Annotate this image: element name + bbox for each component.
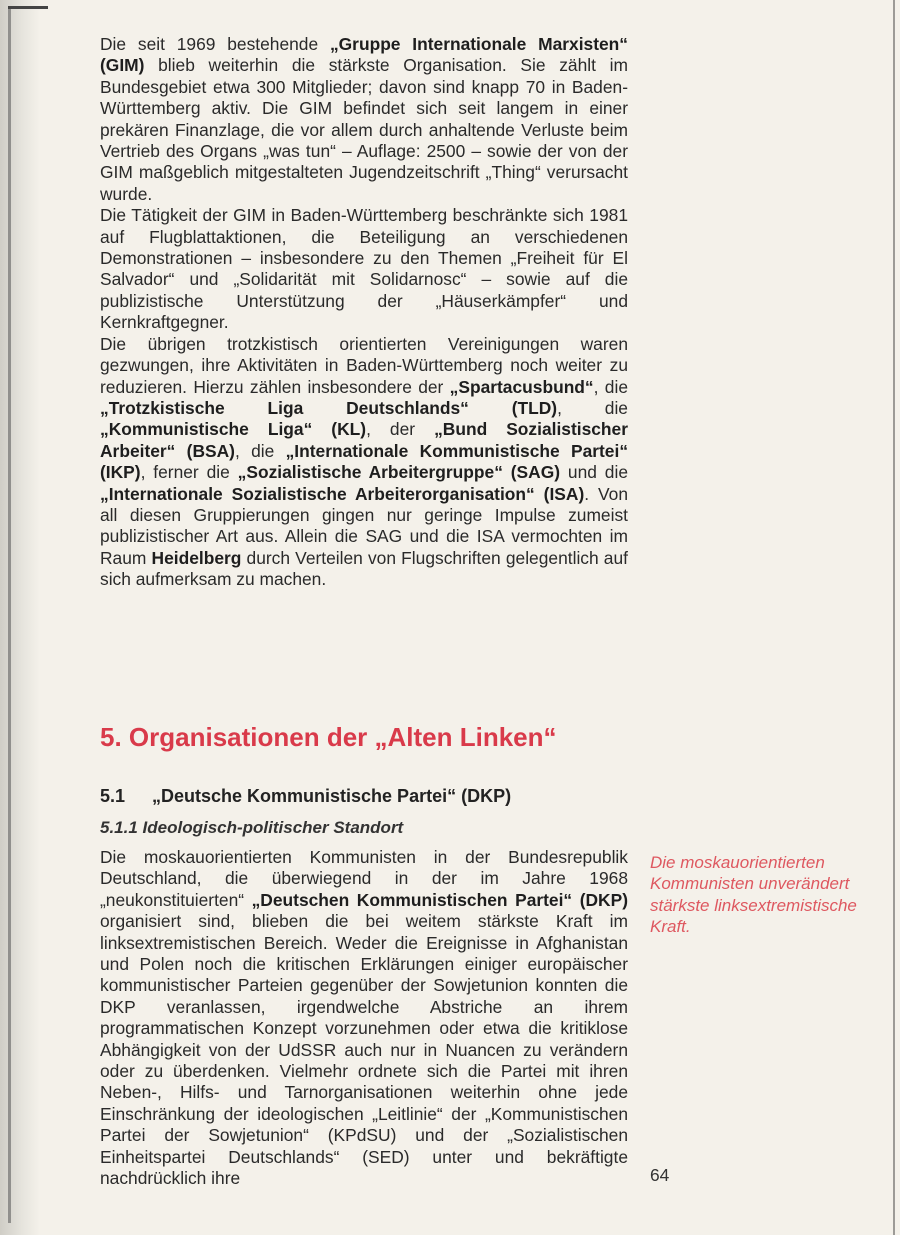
org-kl: „Kommunistische Liga“ (KL) (100, 419, 367, 440)
subsubsection-heading: 5.1.1 Ideologisch-politischer Standort (100, 818, 404, 837)
text-section-trotskyist (100, 34, 628, 591)
margin-note: Die moskauorientierten Kommunisten unverändert stärkste linksextremistische Kraft. (650, 853, 857, 937)
org-isa: „Internationale Sozialistische Arbeiterorganisation“ (ISA) (100, 483, 585, 504)
page-edge (893, 0, 895, 1235)
text-section-dkp (100, 847, 628, 1190)
paragraph-gim-activities: Die Tätigkeit der GIM in Baden-Württemberg beschränkte sich 1981 auf Flugblattaktionen, die Beteiligung an verschiedenen Demonstrationen – insbesondere zu den Themen „Freiheit für El Salvador“ und „Solidarität mit Solidarnosc“ – sowie auf die publizistische Unterstützung der „Häuserkämpfer“ und Kernkraftgegner. (100, 205, 628, 333)
binding-line (8, 8, 11, 1223)
org-ikp: „Internationale Kommunistische Partei“ (IKP) (100, 440, 629, 483)
org-bsa: „Bund Sozialistischer Arbeiter“ (BSA) (100, 419, 628, 461)
page-number: 64 (650, 1165, 670, 1185)
paragraph-other-groups: Die übrigen trotzkistisch orientierten Vereinigungen waren gezwungen, ihre Aktivitäten in Baden-Württemberg noch weiter zu reduzieren. Hierzu zählen insbesondere der „Spartacusbund“, die „Trotzkistische Liga Deutschlands“ (TLD), die „Kommunistische Liga“ (KL), der „Bund Sozialistischer Arbeiter“ (BSA), die „Internationale Kommunistische Partei“ (IKP), ferner die „Sozialistische Arbeitergruppe“ (SAG) und die „Internationale Sozialistische Arbeiterorganisation“ (ISA). Von all diesen Gruppierungen gingen nur geringe Impulse zumeist publizistischer Art aus. Allein die SAG und die ISA vermochten im Raum Heidelberg durch Verteilen von Flugschriften gelegentlich auf sich aufmerksam zu machen. (100, 333, 629, 590)
book-spine-shadow (0, 0, 40, 1235)
paragraph-dkp: Die moskauorientierten Kommunisten in der Bundesrepublik Deutschland, die überwiegend in der im Jahre 1968 „neukonstituierten“ „Deutschen Kommunistischen Partei“ (DKP) organisiert sind, blieben die bei weitem stärkste Kraft im linksextremistischen Bereich. Weder die Ereignisse in Afghanistan und Polen noch die kritischen Erklärungen einiger europäischer kommunistischer Parteien gegenüber der Sowjetunion konnten die DKP veranlassen, irgendwelche Abstriche an ihrem programmatischen Konzept vorzunehmen oder etwa die kritiklose Abhängigkeit von der UdSSR auch nur in Nuancen zu verändern oder zu überdenken. Vielmehr ordnete sich die Partei mit ihren Neben-, Hilfs- und Tarnorganisationen weiterhin ohne jede Einschränkung der ideologischen „Leitlinie“ der „Kommunistischen Partei der Sowjetunion“ (KPdSU) und der „Sozialistischen Einheitspartei Deutschlands“ (SED) unter und bekräftigte nachdrücklich ihre (100, 847, 628, 1189)
org-tld: „Trotzkistische Liga Deutschlands“ (TLD) (100, 397, 558, 418)
paragraph-gim: Die seit 1969 bestehende „Gruppe Internationale Marxisten“ (GIM) blieb weiterhin die stärkste Organisation. Sie zählt im Bundesgebiet etwa 300 Mitglieder; davon sind knapp 70 in Baden-Württemberg aktiv. Die GIM befindet sich seit langem in einer prekären Finanzlage, die vor allem durch anhaltende Verluste beim Vertrieb des Organs „was tun“ – Auflage: 2500 – sowie der von der GIM maßgeblich mitgestalteten Jugendzeitschrift „Thing“ verursacht wurde. (100, 34, 628, 204)
org-dkp: „Deutschen Kommunistischen Partei“ (DKP) (251, 889, 628, 910)
subsection-number: 5.1 (100, 786, 126, 806)
org-gim: „Gruppe Internationale Marxisten“ (GIM) (100, 34, 628, 76)
subsection-title: „Deutsche Kommunistische Partei“ (DKP) (152, 786, 512, 806)
place-heidelberg: Heidelberg (151, 547, 242, 568)
org-sag: „Sozialistische Arbeitergruppe“ (SAG) (237, 462, 561, 483)
subsection-heading (100, 786, 511, 807)
section-heading: 5. Organisationen der „Alten Linken“ (100, 722, 557, 752)
org-spartacusbund: „Spartacusbund“ (449, 376, 594, 397)
corner-mark (8, 6, 48, 9)
